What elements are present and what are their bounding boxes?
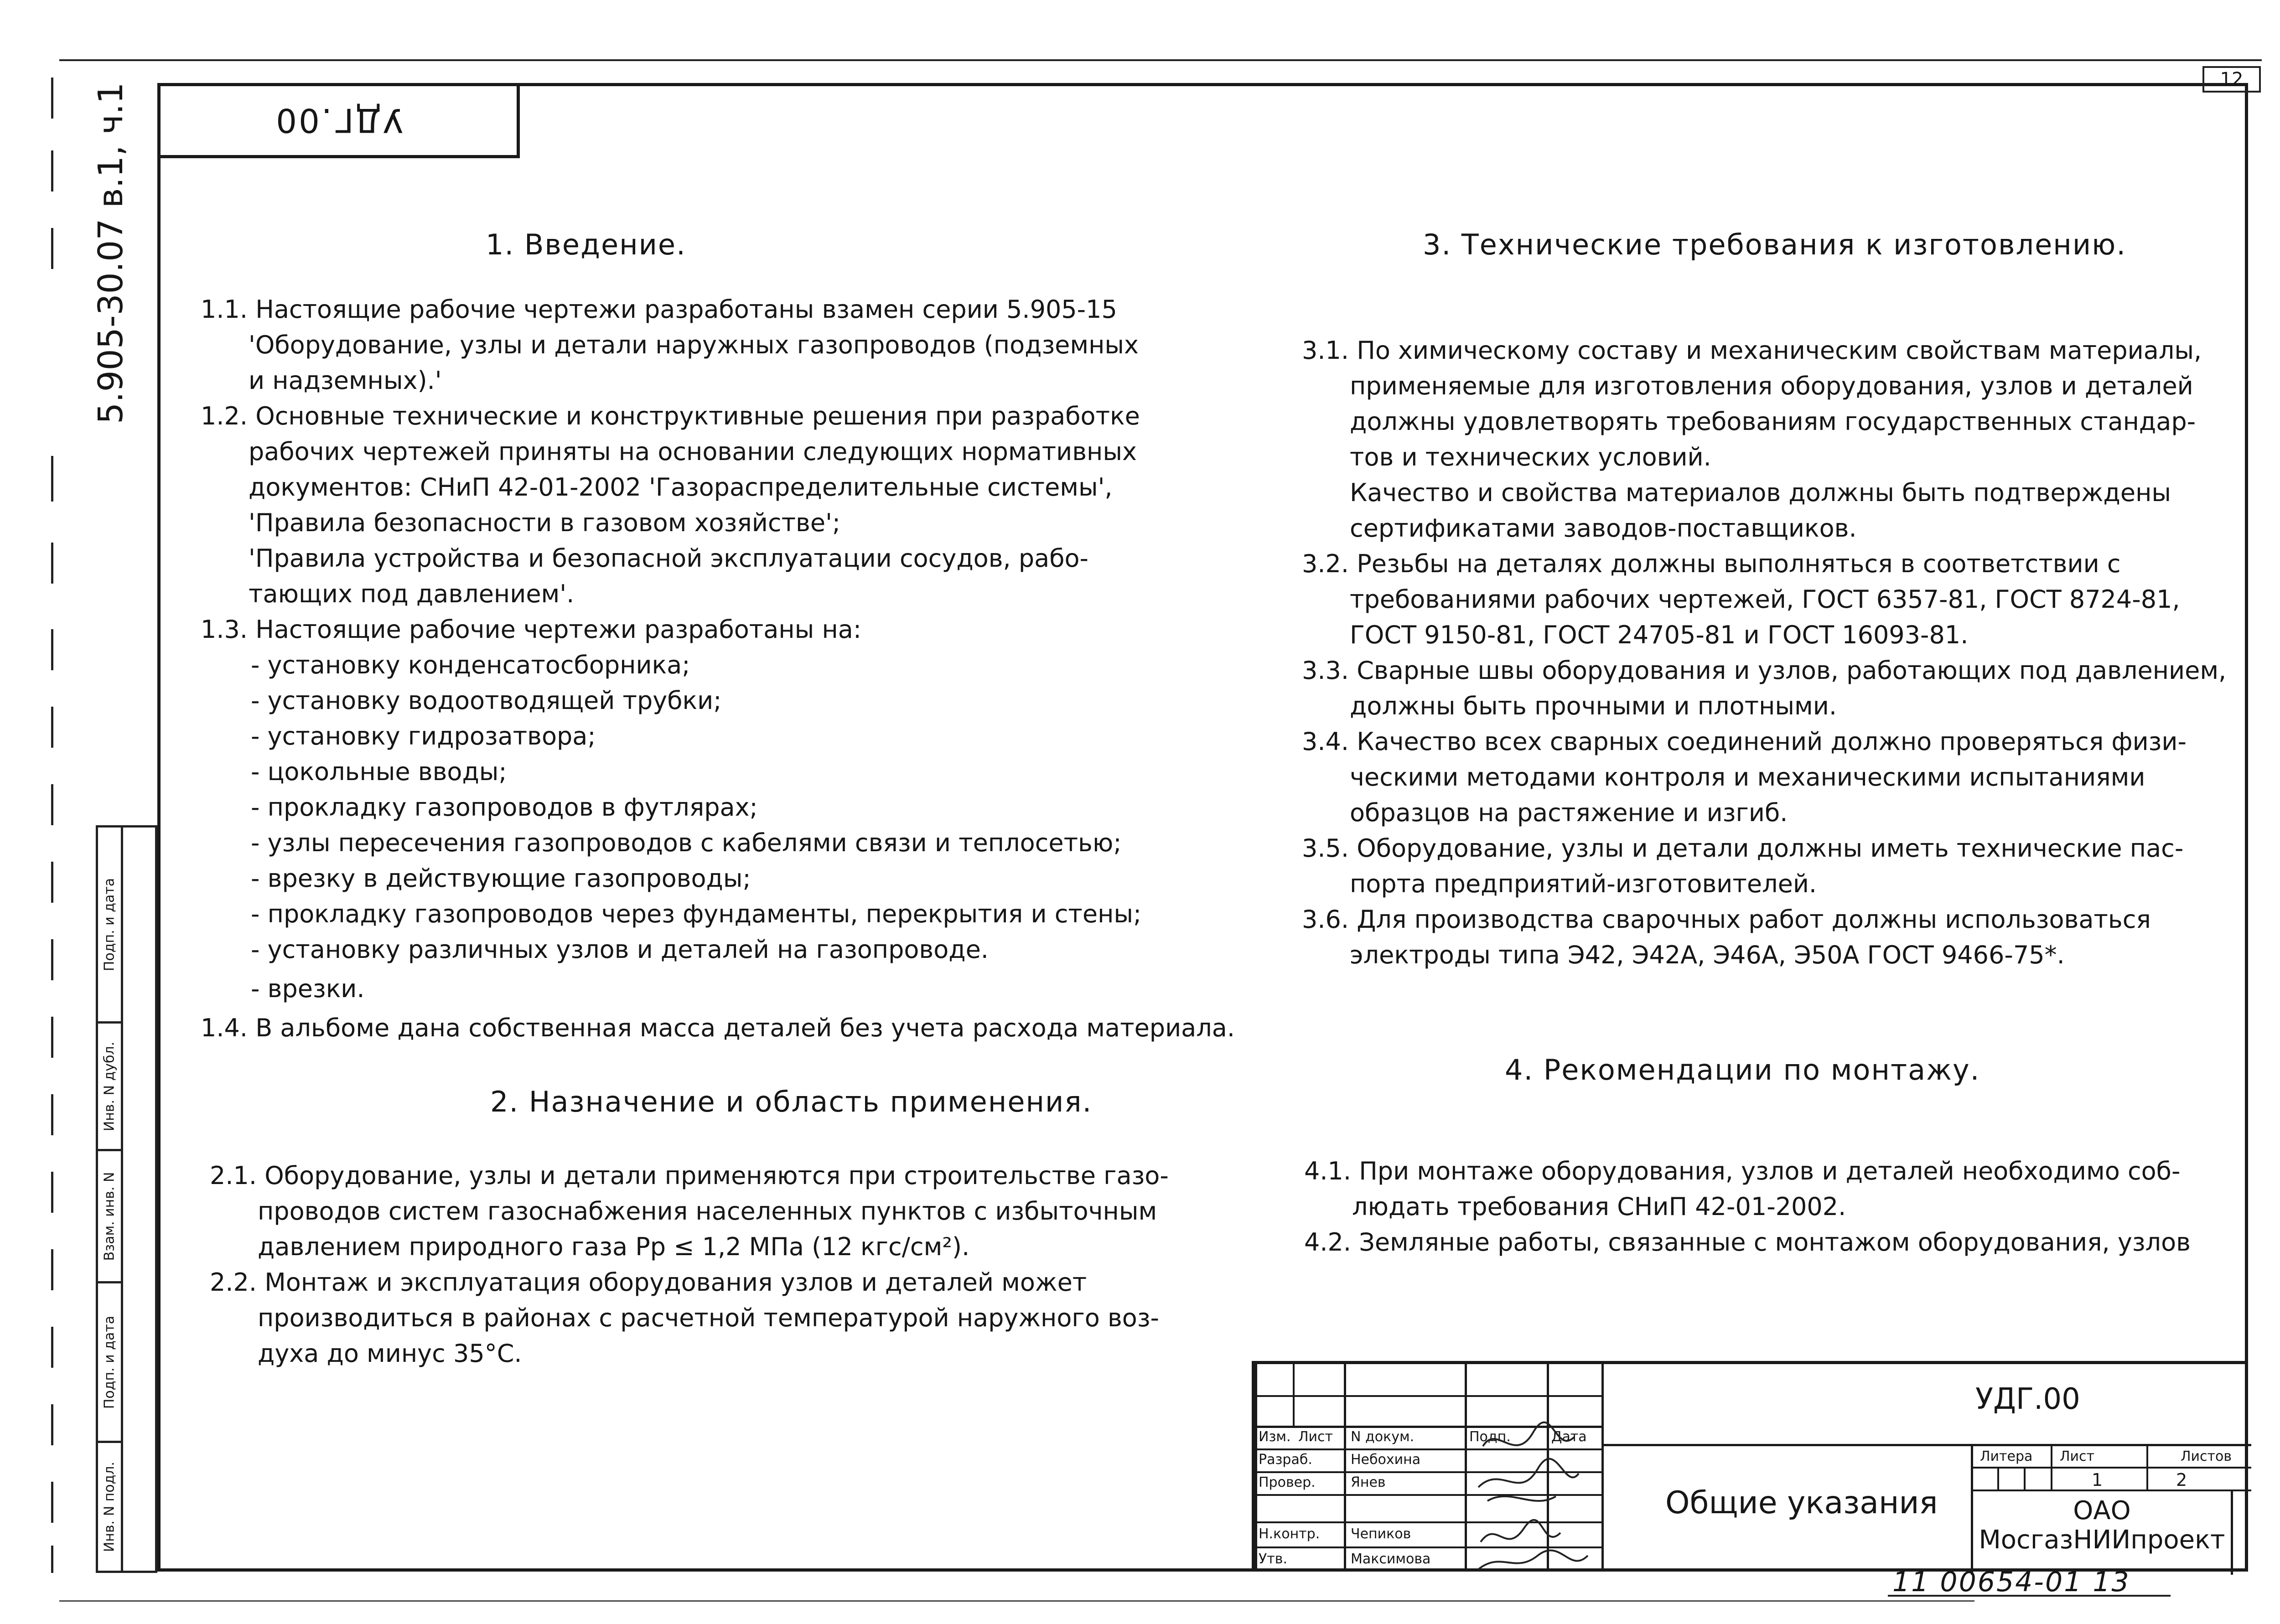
item-1-2: 1.2. Основные технические и конструктивные решения при разработке рабочих чертежей приняты на основании следующих нормативных документов: СНиП 42-01-2002 'Газораспределительные системы', 'Правила безопасности в газовом хозяйстве'; 'Правила устройства и безопасной эксплуатации сосудов, рабо- тающих под давлением'. [201,402,1140,608]
series-number-vertical: 5.905-30.07 в.1, ч.1 [91,82,130,424]
list-item: - прокладку газопроводов через фундаменты, перекрытия и стены; [251,900,1142,928]
item-3-1: 3.1. По химическому составу и механическим свойствам материалы, применяемые для изготовления оборудования, узлов и деталей должны удовлетворять требованиям государственных стандар- тов и технических условий. Качество и свойства материалов должны быть подтверждены сертификатами заводов-поставщиков. [1302,336,2202,543]
list-value: 1 [2092,1470,2103,1490]
section-4-title: 4. Рекомендации по монтажу. [1505,1053,1980,1086]
item-3-2: 3.2. Резьбы на деталях должны выполняться в соответствии с требованиями рабочих чертежей, ГОСТ 6357-81, ГОСТ 8724-81, ГОСТ 9150-81, ГОСТ 24705-81 и ГОСТ 16093-81. [1302,549,2180,649]
list-label: Лист [2060,1448,2095,1464]
list-item: - установку гидрозатвора; [251,722,596,750]
listov-value: 2 [2176,1470,2187,1490]
doc-code-rotated-box [157,83,520,158]
stamp-cell-dup-inv: Инв. N дубл. [98,1024,121,1151]
section-2-title: 2. Назначение и область применения. [490,1085,1093,1118]
item-1-1: 1.1. Настоящие рабочие чертежи разработаны взамен серии 5.905-15 'Оборудование, узлы и детали наружных газопроводов (подземных и надземных).' [201,295,1139,395]
row-name: Янев [1351,1474,1386,1490]
section-1-body [201,292,1235,1046]
list-item: - установку различных узлов и деталей на газопроводе. [251,935,989,964]
list-item: - установку конденсатосборника; [251,651,690,679]
item-3-4: 3.4. Качество всех сварных соединений должно проверяться физи- ческими методами контроля и механическими испытаниями образцов на растяжение и изгиб. [1302,727,2187,827]
section-4-body [1304,1153,2191,1260]
row-role: Утв. [1259,1551,1287,1567]
row-role: Провер. [1259,1474,1316,1490]
archive-number: 11 00654-01 13 [1892,1566,2130,1598]
item-1-4: 1.4. В альбоме дана собственная масса деталей без учета расхода материала. [201,1014,1235,1042]
hdr-podp: Подп. [1469,1429,1511,1445]
stamp-cell-sign-date-2: Подп. и дата [98,1283,121,1443]
signatures-graphic [1465,1396,1601,1574]
title-block [1252,1361,2248,1572]
section-2-body [210,1158,1169,1371]
item-4-1: 4.1. При монтаже оборудования, узлов и деталей необходимо соб- людать требования СНиП 42-01-2002. [1304,1157,2181,1221]
left-stamp-columns [96,825,157,1573]
doc-code-rotated: УДГ.00 [274,101,403,140]
row-role: Н.контр. [1259,1526,1320,1542]
list-item: - прокладку газопроводов в футлярах; [251,793,758,822]
bottom-trim-line [59,1600,1974,1602]
litera-label: Литера [1980,1448,2033,1464]
item-4-2: 4.2. Земляные работы, связанные с монтажом оборудования, узлов [1304,1228,2191,1257]
item-3-3: 3.3. Сварные швы оборудования и узлов, работающих под давлением, должны быть прочными и плотными. [1302,656,2227,720]
hdr-ndok: N докум. [1351,1429,1415,1445]
list-item: - врезки. [251,974,365,1003]
archive-number-underline [1888,1595,2171,1597]
item-3-5: 3.5. Оборудование, узлы и детали должны иметь технические пас- порта предприятий-изготовителей. [1302,834,2184,898]
hdr-list: Лист [1298,1429,1333,1445]
row-name: Небохина [1351,1452,1421,1468]
doc-code: УДГ.00 [1975,1382,2080,1416]
listov-label: Листов [2181,1448,2232,1464]
stamp-cell-sign-date: Подп. и дата [98,828,121,1024]
stamp-cell-replace-inv: Взам. инв. N [98,1151,121,1283]
org-name: ОАО МосгазНИИпроект [1979,1496,2225,1555]
stamp-cell-orig-inv: Инв. N подл. [101,1461,118,1552]
list-item: - врезку в действующие газопроводы; [251,864,751,893]
sheet-corner-number: 12 [2202,66,2261,93]
outer-border-line [59,59,2262,61]
row-role: Разраб. [1259,1452,1312,1468]
sheet-title: Общие указания [1665,1485,1938,1521]
item-3-6: 3.6. Для производства сварочных работ должны использоваться электроды типа Э42, Э42А, Э46А, Э50А ГОСТ 9466-75*. [1302,905,2151,969]
hdr-data: Дата [1551,1429,1587,1445]
section-3-title: 3. Технические требования к изготовлению. [1423,228,2127,261]
hdr-izm: Изм. [1259,1429,1291,1445]
section-1-title: 1. Введение. [486,228,686,261]
item-1-3: 1.3. Настоящие рабочие чертежи разработаны на: - установку конденсатосборника; - установку водоотводящей трубки; - установку гидрозатвора; - цокольные вводы; - прокладку газопроводов в футлярах; - узлы пересечения газопроводов с кабелями связи и теплосетью; - врезку в действующие газопроводы; - прокладку газопроводов через фундаменты, перекрытия и стены; - установку различных узлов и деталей на газопроводе. - врезки. [201,612,1235,1007]
item-2-1: 2.1. Оборудование, узлы и детали применяются при строительстве газо- проводов систем газоснабжения населенных пунктов с избыточным давлением природного газа Рр ≤ 1,2 МПа (12 кгс/см²). [210,1161,1169,1261]
list-item: - узлы пересечения газопроводов с кабелями связи и теплосетью; [251,828,1122,857]
section-3-body [1302,333,2226,973]
row-name: Максимова [1351,1551,1431,1567]
list-item: - цокольные вводы; [251,757,507,786]
list-item: - установку водоотводящей трубки; [251,686,722,715]
item-2-2: 2.2. Монтаж и эксплуатация оборудования узлов и деталей может производиться в районах с расчетной температурой наружного воз- духа до минус 35°С. [210,1268,1160,1368]
row-name: Чепиков [1351,1526,1411,1542]
